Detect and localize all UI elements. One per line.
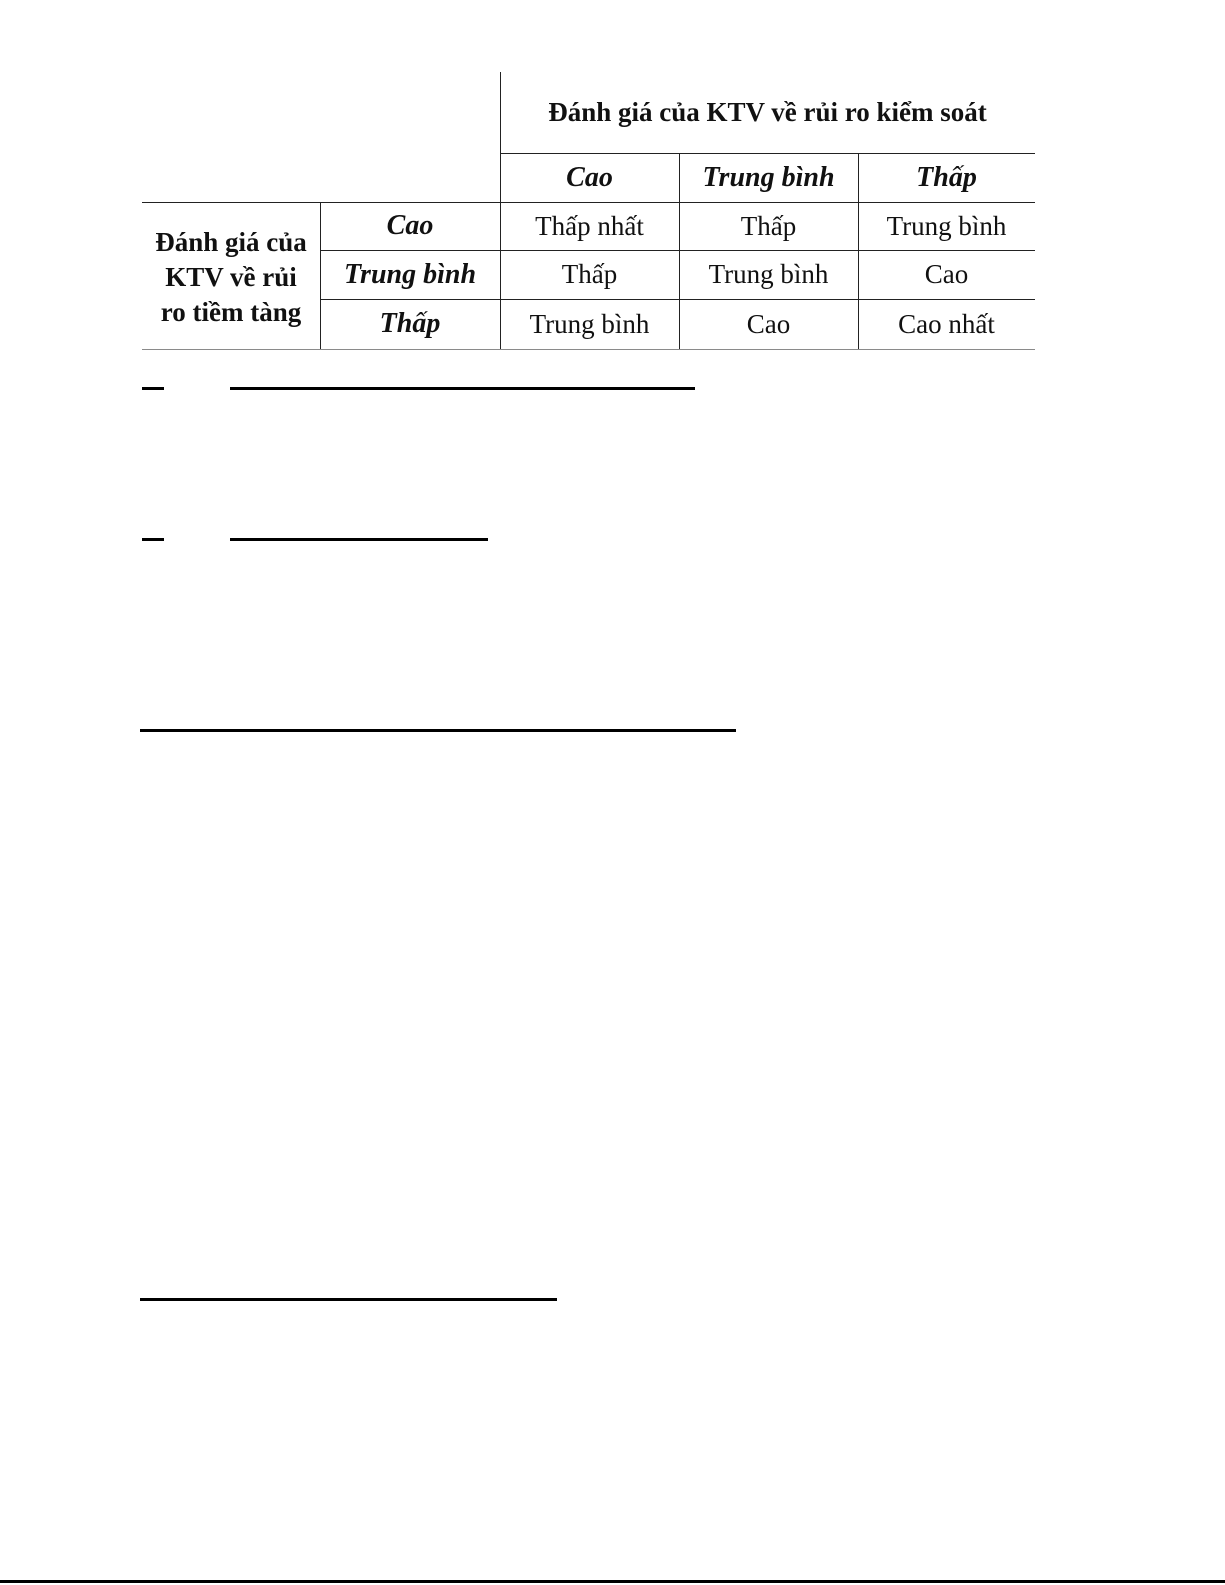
list-marker-dash xyxy=(142,387,164,390)
table-hline-bottom xyxy=(142,349,1035,350)
column-header-high: Cao xyxy=(566,161,613,193)
row-header-medium: Trung bình xyxy=(343,258,477,290)
table-cell: Thấp nhất xyxy=(535,210,644,241)
row-header-high: Cao xyxy=(386,210,434,241)
column-header-low: Thấp xyxy=(916,161,977,193)
row-group-header: Đánh giá của KTV về rủi ro tiềm tàng xyxy=(155,226,307,327)
table-cell: Cao xyxy=(746,308,791,339)
table-cell: Cao xyxy=(924,259,969,289)
table-cell: Trung bình xyxy=(886,210,1007,241)
table-cell: Thấp xyxy=(561,259,618,289)
table-cell: Trung bình xyxy=(708,259,829,289)
underline-rule xyxy=(140,729,736,732)
page-bottom-border xyxy=(0,1580,1225,1583)
table-cell: Thấp xyxy=(740,210,797,241)
underline-rule xyxy=(230,387,695,390)
underline-rule xyxy=(140,1298,557,1301)
row-header-low: Thấp xyxy=(379,308,441,339)
column-header-medium: Trung bình xyxy=(702,161,835,193)
table-cell: Cao nhất xyxy=(898,308,995,339)
list-marker-dash xyxy=(142,538,164,541)
underline-rule xyxy=(230,538,488,541)
table-cell: Trung bình xyxy=(529,308,650,339)
column-group-header: Đánh giá của KTV về rủi ro kiểm soát xyxy=(548,97,987,127)
